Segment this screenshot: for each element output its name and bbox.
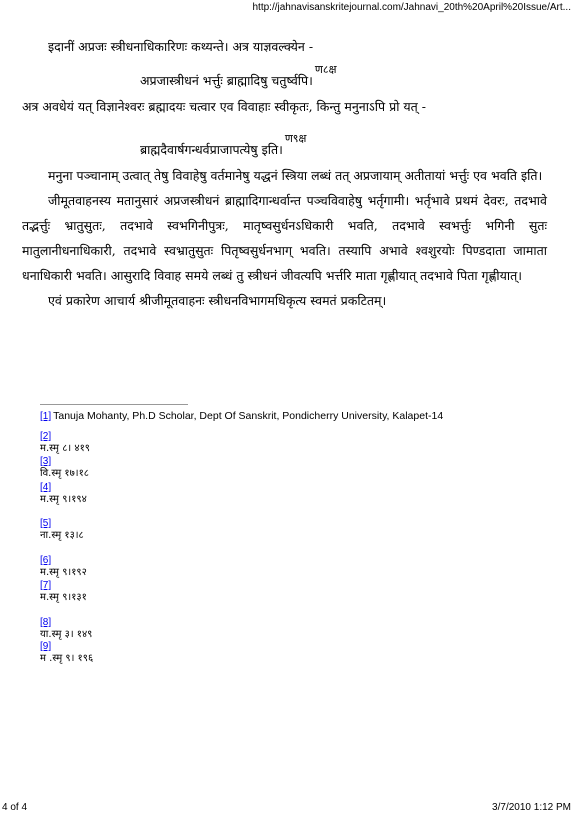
paragraph-3: मनुना पञ्चानाम् उत्वात् तेषु विवाहेषु वर्तमानेषु यद्धनं स्त्रिया लब्धं तत् अप्रजायाम् अतीतायां भर्त्तुः एव भवति इति। [48, 168, 543, 183]
footnote-link-6[interactable]: [6] [40, 555, 52, 566]
page-number: 4 of 4 [2, 802, 28, 813]
footnote-link-4[interactable]: [4] [40, 482, 52, 493]
footnote-1 [40, 410, 443, 423]
footnote-link-5[interactable]: [5] [40, 518, 52, 529]
verse-2 [140, 132, 547, 163]
footnote-6 [40, 555, 87, 579]
page-url: http://jahnavisanskritejournal.com/Jahnavi_20th%20April%20Issue/Art... [252, 2, 571, 13]
print-datetime: 3/7/2010 1:12 PM [492, 802, 571, 813]
footnote-2 [40, 431, 90, 455]
paragraph-1: इदानीं अप्रजः स्त्रीधनाधिकारिणः कथ्यन्ते। अत्र याज्ञवल्क्येन - [48, 39, 314, 54]
footnote-link-7[interactable]: [7] [40, 580, 52, 591]
footnote-link-3[interactable]: [3] [40, 456, 52, 467]
footnote-link-2[interactable]: [2] [40, 431, 52, 442]
footnote-text-4: म.स्मृ ९।१९४ [40, 494, 87, 505]
footnote-text-8: या.स्मृ ३। १४९ [40, 629, 93, 640]
footnote-text-2: म.स्मृ ८। ४१९ [40, 443, 90, 454]
article-body [22, 34, 547, 313]
footnote-separator [40, 404, 188, 405]
footnote-5 [40, 518, 84, 542]
verse-1-reference: ण८क्ष [314, 63, 337, 76]
paragraph-4: जीमूतवाहनस्य मतानुसारं अप्रजस्त्रीधनं ब्राह्मादिगान्धर्वान्त पञ्चविवाहेषु भर्तृगामी। भर्तृभावे प्रथमं देवरः, तदभावे तद्भर्त्तुः भ्रातुसुतः, तदभावे स्वभगिनीपुत्रः, मातृष्वसुर्धनऽधिकारी भवति, तदभावे स्वभर्त्तुः भगिनी सुतः मातुलानीधनाधिकारी, तदभावे स्वभ्रातुसुतः पितृष्वसुर्धनभाग् भवति। तस्यापि अभावे श्वशुरयोः पिण्डदाता जामाता धनाधिकारी भवति। आसुरादि विवाह समये लब्धं तु स्त्रीधनं जीवत्यपि भर्त्तरि माता गृह्णीयात् तदभावे पिता गृह्णीयात्। [22, 193, 547, 283]
footnote-text-6: म.स्मृ ९।१९२ [40, 567, 87, 578]
footnote-text-9: म .स्मृ ९। १९६ [40, 653, 94, 664]
verse-2-reference: ण९क्ष [284, 132, 307, 145]
paragraph-5: एवं प्रकारेण आचार्य श्रीजीमूतवाहनः स्त्रीधनविभागमधिकृत्य स्वमतं प्रकटितम्। [48, 293, 387, 308]
footnote-link-9[interactable]: [9] [40, 641, 52, 652]
paragraph-2: अत्र अवधेयं यत् विज्ञानेश्वरः ब्रह्मादयः चत्वार एव विवाहाः स्वीकृतः, किन्तु मनुनाऽपि प्रो यत् - [22, 99, 426, 114]
footnote-7 [40, 580, 87, 604]
footnote-text-1: Tanuja Mohanty, Ph.D Scholar, Dept Of Sanskrit, Pondicherry University, Kalapet-14 [53, 410, 444, 422]
footnote-link-8[interactable]: [8] [40, 617, 52, 628]
verse-2-text: ब्राह्मदैवार्षगन्धर्वप्राजापत्येषु इति। [140, 142, 283, 157]
footnote-text-3: वि.स्मृ १७।१८ [40, 468, 89, 479]
footnote-text-7: म.स्मृ ९।१३१ [40, 592, 87, 603]
footnote-3 [40, 456, 89, 480]
footnote-9 [40, 641, 93, 665]
footnote-link-1[interactable]: [1] [40, 411, 52, 422]
verse-1 [140, 63, 547, 94]
verse-1-text: अप्रजास्त्रीधनं भर्त्तुः ब्राह्मादिषु चतुर्ष्वपि। [140, 73, 313, 88]
footnote-text-5: ना.स्मृ १३।८ [40, 530, 84, 541]
footnote-8 [40, 617, 92, 641]
footnote-4 [40, 482, 87, 506]
